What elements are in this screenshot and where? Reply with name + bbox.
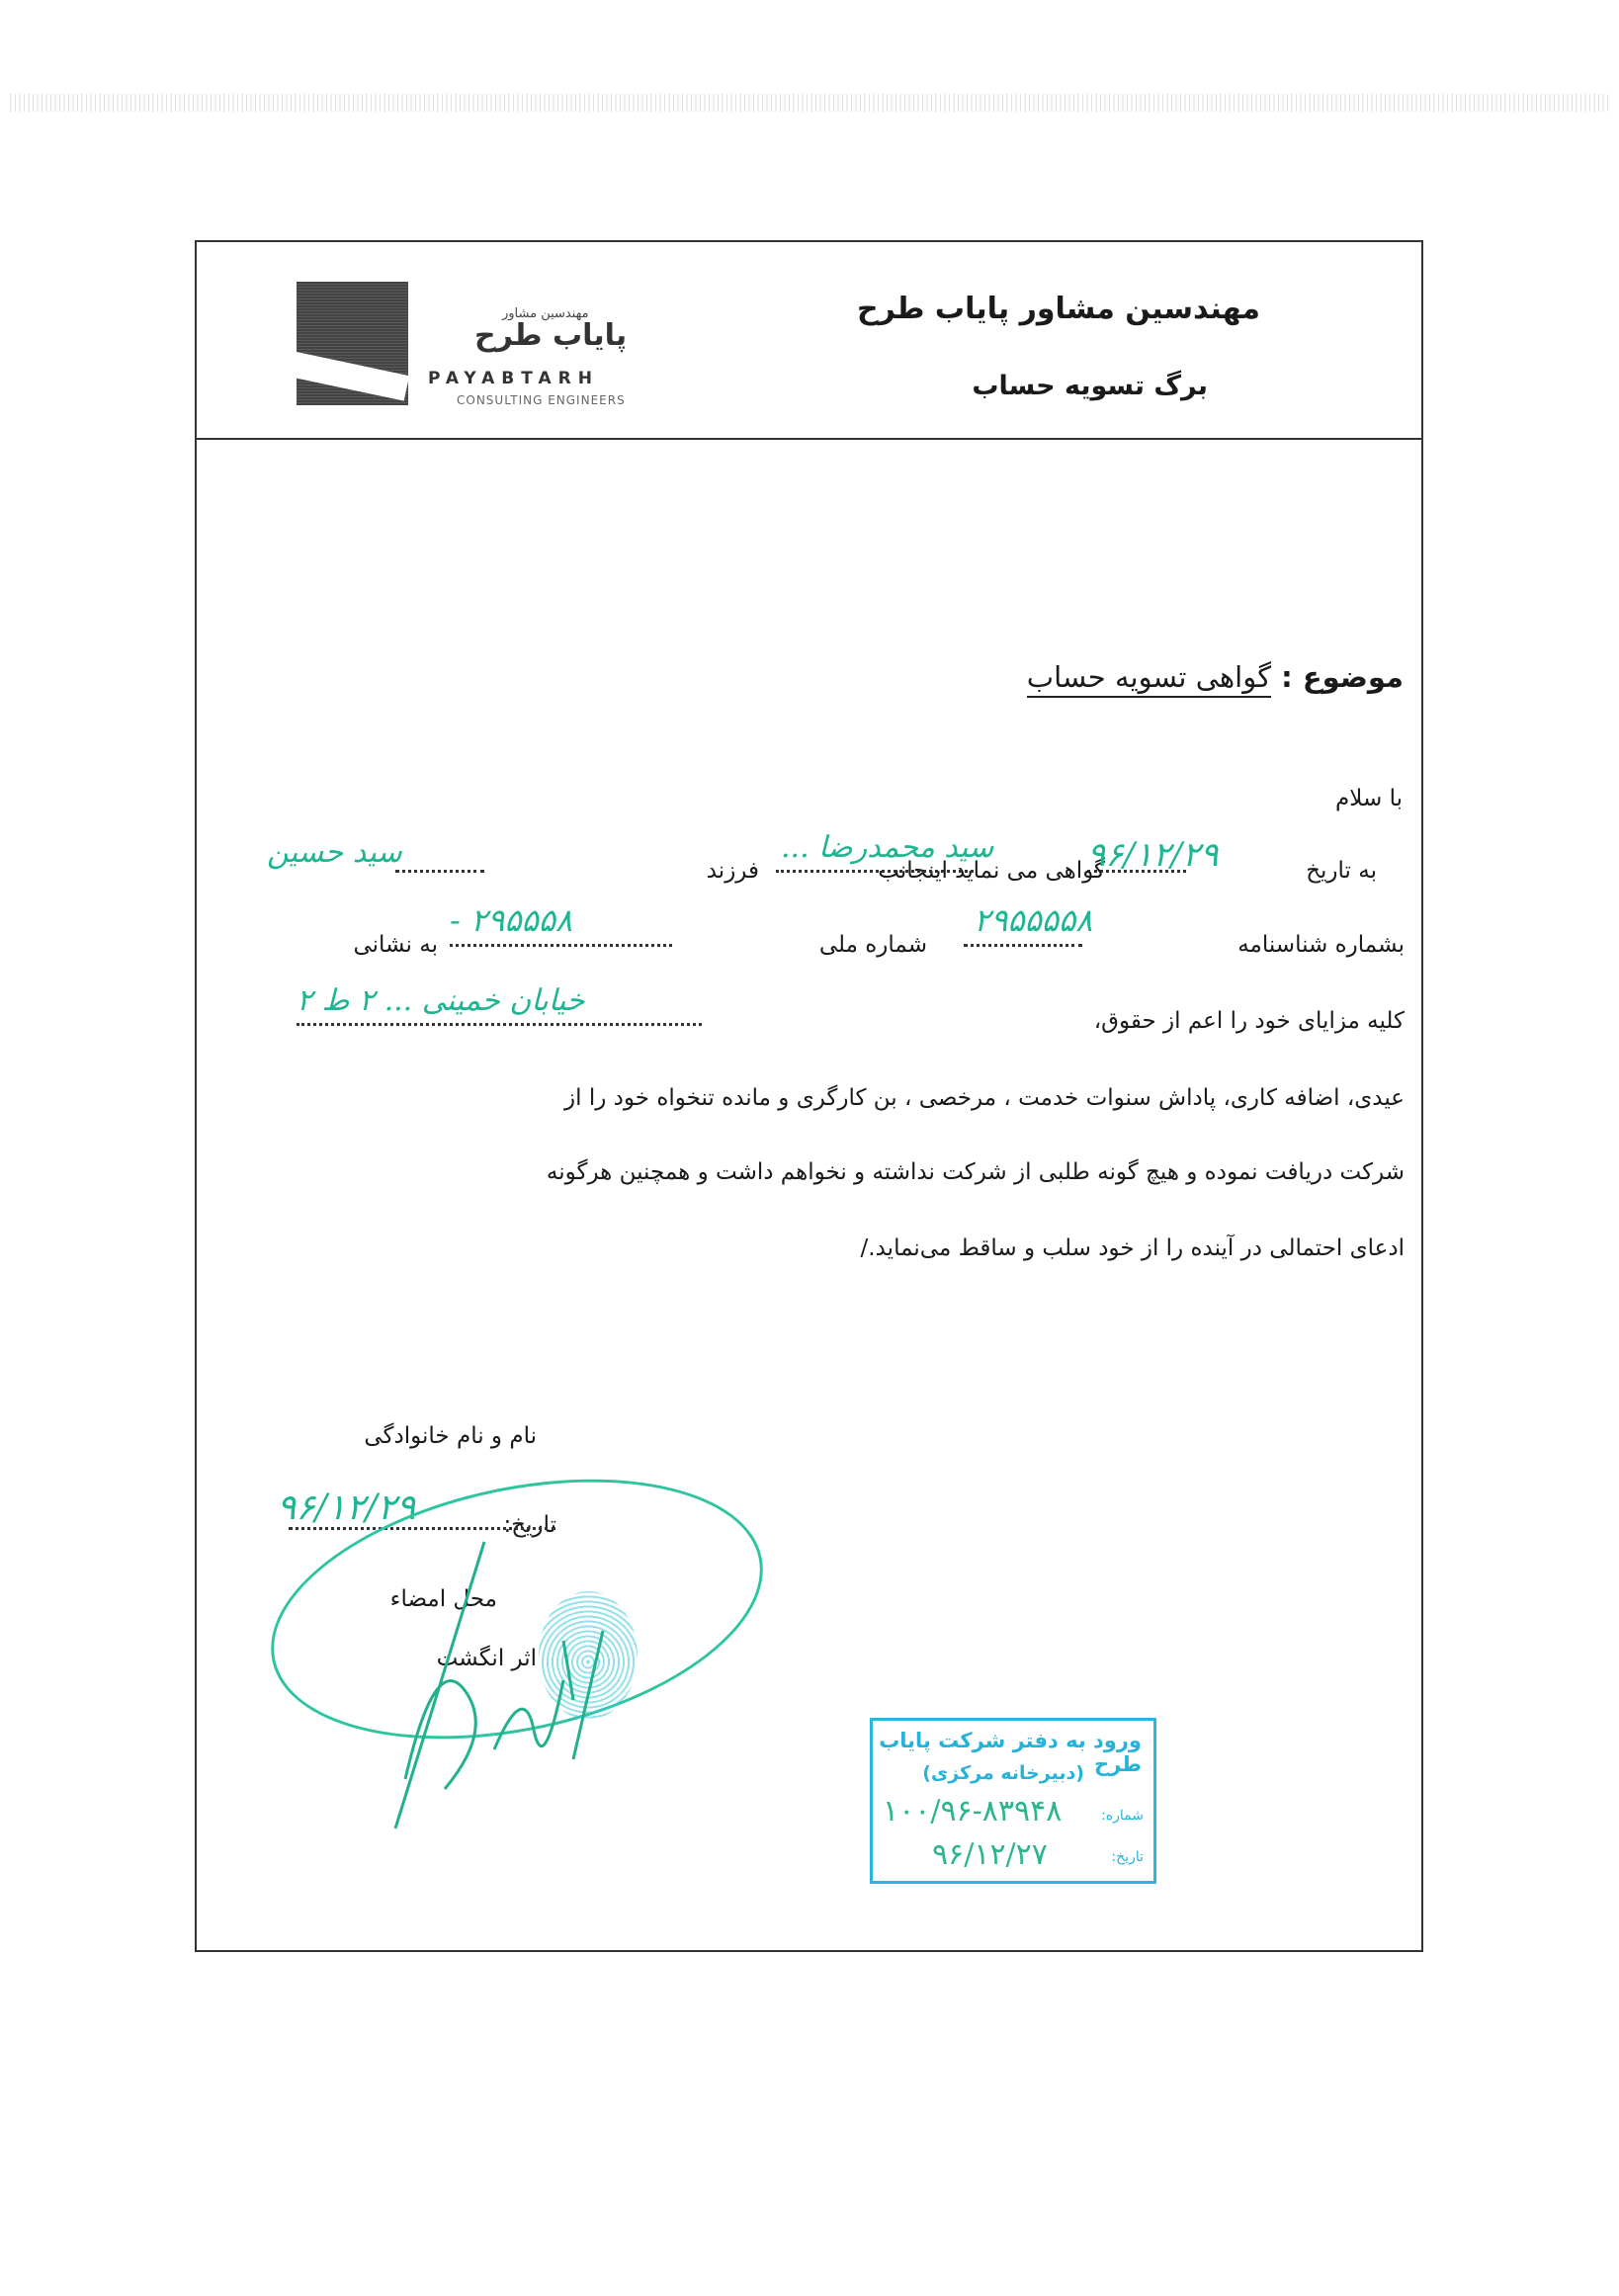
greeting: با سلام — [1335, 786, 1403, 811]
father-field — [395, 860, 484, 873]
body-line1-c: فرزند — [706, 858, 759, 884]
body-line1-a: به تاریخ — [1306, 858, 1377, 884]
hw-name: سید محمدرضا ... — [781, 830, 994, 865]
header-divider — [195, 438, 1423, 440]
subject-value: گواهی تسویه حساب — [1027, 660, 1271, 698]
form-title: برگ تسویه حساب — [972, 371, 1208, 401]
body-line2-b: شماره ملی — [818, 932, 927, 958]
signature-scribble — [376, 1532, 692, 1848]
subject-label: موضوع : — [1281, 660, 1404, 694]
stamp-number-label: شماره: — [1101, 1808, 1144, 1824]
stamp-line1: ورود به دفتر شرکت پایاب طرح — [879, 1729, 1142, 1776]
hw-national-id: ۲۹۵۵۵۸ - — [450, 901, 573, 939]
signature-label: محل امضاء — [389, 1586, 497, 1612]
hw-sign-date: ۹۶/۱۲/۲۹ — [277, 1488, 416, 1528]
stamp-line2: (دبیرخانه مرکزی) — [922, 1762, 1084, 1784]
company-logo-icon — [297, 282, 408, 405]
hw-father: سید حسین — [267, 835, 402, 870]
logo-en-name: PAYABTARH — [428, 369, 599, 388]
hw-address: خیابان خمینی ... ۲ ط ۲ — [297, 983, 585, 1018]
body-line1-b: گواهی می نماید اینجانب — [878, 858, 1105, 884]
hw-id-number: ۲۹۵۵۵۵۸ — [974, 901, 1093, 939]
body-line3: کلیه مزایای خود را اعم از حقوق، — [1093, 1008, 1405, 1034]
body-line2-a: بشماره شناسنامه — [1237, 932, 1405, 958]
hw-date: ۹۶/۱۲/۲۹ — [1087, 835, 1219, 875]
sign-date-label: تاریخ: — [503, 1512, 556, 1538]
logo-fa-small: مهندسین مشاور — [502, 306, 589, 321]
body-line5: شرکت دریافت نموده و هیچ گونه طلبی از شرکت نداشته و نخواهم داشت و همچنین هرگونه — [546, 1159, 1405, 1185]
scan-noise-band — [10, 94, 1611, 112]
body-line6: ادعای احتمالی در آینده را از خود سلب و ساقط می‌نماید./ — [860, 1235, 1405, 1261]
body-line2-c: به نشانی — [353, 932, 438, 958]
body-line4: عیدی، اضافه کاری، پاداش سنوات خدمت ، مرخصی ، بن کارگری و مانده تنخواه خود را از — [564, 1085, 1405, 1111]
stamp-date-value: ۹۶/۱۲/۲۷ — [932, 1837, 1048, 1872]
stamp-number-value: ۱۰۰/۹۶-۸۳۹۴۸ — [883, 1794, 1063, 1828]
logo-en-sub: CONSULTING ENGINEERS — [457, 393, 626, 407]
name-label: نام و نام خانوادگی — [364, 1423, 537, 1449]
company-title: مهندسین مشاور پایاب طرح — [856, 292, 1260, 326]
registry-stamp — [870, 1718, 1156, 1884]
subject-line — [1027, 660, 1404, 694]
fingerprint-label: اثر انگشت — [436, 1646, 537, 1671]
stamp-date-label: تاریخ: — [1111, 1849, 1144, 1865]
logo-fa-name: پایاب طرح — [474, 318, 628, 353]
